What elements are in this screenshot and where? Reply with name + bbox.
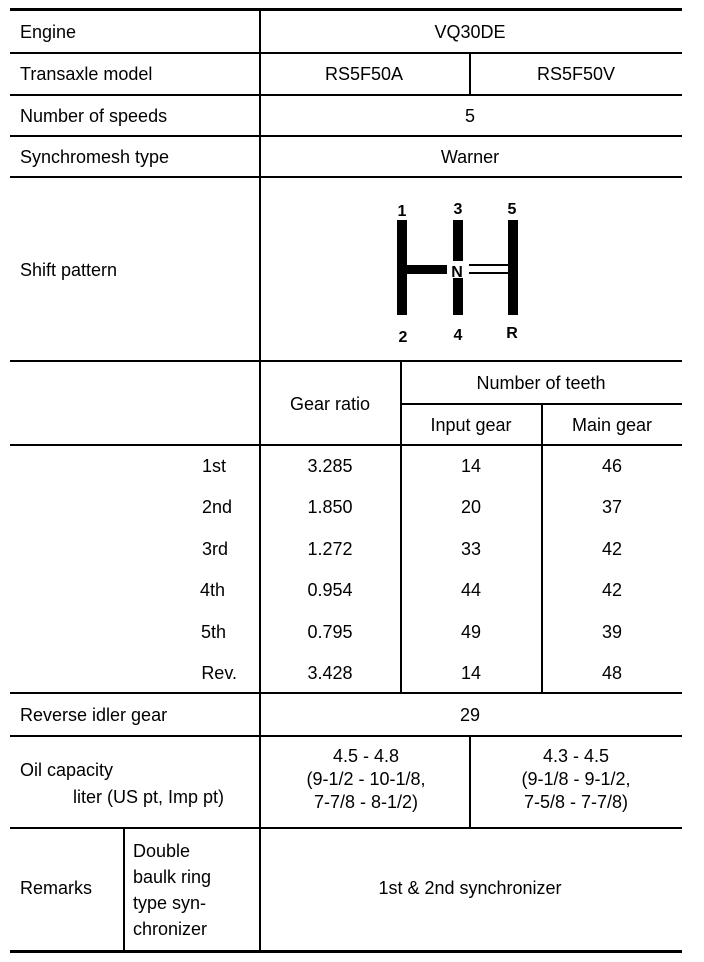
engine-value: VQ30DE — [434, 22, 506, 42]
oil-capacity-rs5f50v: 4.3 - 4.5 (9-1/8 - 9-1/2, 7-5/8 - 7-7/8) — [521, 746, 631, 812]
number-of-speeds-value: 5 — [464, 106, 476, 126]
input-gear-teeth: 44 — [460, 580, 482, 600]
gear-label: 2nd — [201, 497, 232, 517]
shift-crossbar-left — [402, 265, 448, 274]
transaxle-model-a: RS5F50A — [324, 64, 404, 84]
gear-label: 5th — [200, 622, 226, 642]
gear-label: 4th — [199, 580, 225, 600]
rule — [10, 52, 682, 54]
rule — [10, 692, 682, 694]
synchromesh-type-value: Warner — [440, 147, 500, 167]
gear-label: 1st — [201, 456, 226, 476]
teeth-column-divider — [400, 361, 402, 693]
main-gear-header: Main gear — [571, 415, 653, 435]
input-gear-teeth: 20 — [460, 497, 482, 517]
remarks-value: 1st & 2nd synchronizer — [378, 878, 562, 898]
gear-ratio: 1.850 — [307, 497, 353, 517]
transaxle-model-v: RS5F50V — [536, 64, 616, 84]
shift-label-r: R — [506, 325, 518, 342]
number-of-teeth-header: Number of teeth — [476, 373, 606, 393]
remarks-divider — [123, 828, 125, 951]
shift-label-3: 3 — [453, 201, 463, 218]
shift-label-2: 2 — [398, 329, 408, 346]
gear-label: 3rd — [201, 539, 228, 559]
shift-label-5: 5 — [507, 201, 517, 218]
rule — [10, 444, 682, 446]
input-gear-header: Input gear — [430, 415, 512, 435]
rule-bottom — [10, 950, 682, 953]
remarks-label: Remarks — [20, 878, 93, 898]
main-gear-teeth: 46 — [601, 456, 623, 476]
shift-label-neutral: N — [451, 264, 463, 281]
rule — [10, 360, 682, 362]
main-gear-teeth: 48 — [601, 663, 623, 683]
synchromesh-type-label: Synchromesh type — [20, 147, 170, 167]
main-gear-teeth: 37 — [601, 497, 623, 517]
number-of-speeds-label: Number of speeds — [20, 106, 168, 126]
shift-label-4: 4 — [453, 327, 463, 344]
rule — [10, 735, 682, 737]
input-gear-teeth: 14 — [460, 663, 482, 683]
oil-capacity-divider — [469, 736, 471, 828]
main-gear-teeth: 39 — [601, 622, 623, 642]
input-gear-teeth: 49 — [460, 622, 482, 642]
input-gear-teeth: 14 — [460, 456, 482, 476]
shift-pattern-label: Shift pattern — [20, 260, 118, 280]
main-gear-teeth: 42 — [601, 539, 623, 559]
rule — [10, 135, 682, 137]
gear-ratio: 1.272 — [307, 539, 353, 559]
gear-ratio: 3.428 — [307, 663, 353, 683]
rule-top — [10, 8, 682, 11]
oil-capacity-unit-label: liter (US pt, Imp pt) — [73, 787, 225, 807]
model-divider — [469, 52, 471, 95]
rule — [10, 827, 682, 829]
gear-ratio: 3.285 — [307, 456, 353, 476]
rule — [10, 94, 682, 96]
gear-label: Rev. — [201, 663, 237, 683]
rule — [10, 176, 682, 178]
oil-capacity-label: Oil capacity — [20, 760, 114, 780]
column-divider — [259, 8, 261, 952]
main-gear-teeth: 42 — [601, 580, 623, 600]
oil-capacity-rs5f50a: 4.5 - 4.8 (9-1/2 - 10-1/8, 7-7/8 - 8-1/2) — [306, 746, 426, 812]
input-main-divider — [541, 404, 543, 693]
reverse-idler-gear-label: Reverse idler gear — [20, 705, 168, 725]
gear-ratio-header: Gear ratio — [289, 394, 371, 414]
gear-ratio: 0.795 — [307, 622, 353, 642]
transaxle-model-label: Transaxle model — [20, 64, 153, 84]
gear-ratio: 0.954 — [307, 580, 353, 600]
reverse-idler-gear-value: 29 — [459, 705, 481, 725]
shift-bar-5-r — [508, 220, 518, 315]
input-gear-teeth: 33 — [460, 539, 482, 559]
remarks-sublabel: Double baulk ring type syn- chronizer — [133, 841, 212, 939]
engine-label: Engine — [20, 22, 77, 42]
shift-label-1: 1 — [397, 203, 407, 220]
